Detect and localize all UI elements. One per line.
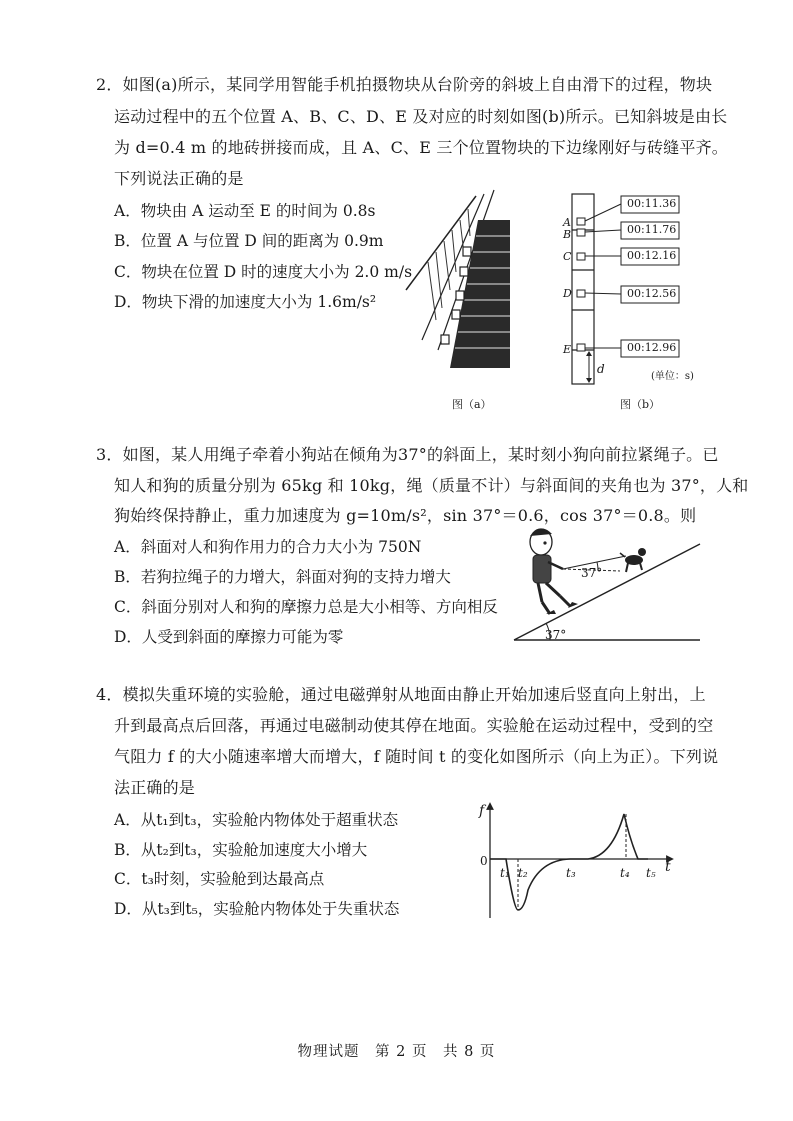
q4-graph-tick-t3: t₃	[566, 866, 576, 880]
q4-graph-y-label: f	[479, 803, 485, 819]
q2-position-d: D	[563, 287, 572, 300]
q2-figure-b-caption: 图（b）	[620, 398, 661, 411]
q4-option-d: D．从t₃到t₅，实验舱内物体处于失重状态	[114, 900, 400, 918]
q4-option-b: B．从t₂到t₃，实验舱加速度大小增大	[114, 841, 368, 859]
q3-option-b: B．若狗拉绳子的力增大，斜面对狗的支持力增大	[114, 568, 451, 586]
q2-option-d: D．物块下滑的加速度大小为 1.6m/s²	[114, 293, 377, 311]
q4-graph-tick-t4: t₄	[620, 866, 630, 880]
q2-time-c: 00:12.16	[627, 249, 677, 262]
q2-stem-line-2: 运动过程中的五个位置 A、B、C、D、E 及对应的时刻如图(b)所示。已知斜坡是由长	[114, 107, 728, 126]
q2-d-label: d	[597, 362, 605, 376]
q4-stem-line-3: 气阻力 f 的大小随速率增大而增大，f 随时间 t 的变化如图所示（向上为正）。下列说	[114, 747, 719, 766]
q3-slope-angle-label: 37°	[545, 628, 567, 642]
q3-stem-line-3: 狗始终保持静止，重力加速度为 g=10m/s²，sin 37°＝0.6，cos 37°＝0.8。则	[114, 506, 697, 525]
q4-graph-origin: 0	[480, 854, 488, 868]
q3-stem-line-1: 3．如图，某人用绳子牵着小狗站在倾角为37°的斜面上，某时刻小狗向前拉紧绳子。已	[96, 445, 719, 464]
q2-figure-a-caption: 图（a）	[452, 398, 492, 411]
q4-option-c: C．t₃时刻，实验舱到达最高点	[114, 870, 325, 888]
q3-stem-line-2: 知人和狗的质量分别为 65kg 和 10kg，绳（质量不计）与斜面间的夹角也为 37°，人和	[114, 476, 749, 495]
q4-stem-line-1: 4．模拟失重环境的实验舱，通过电磁弹射从地面由静止开始加速后竖直向上射出，上	[96, 685, 706, 704]
q3-option-c: C．斜面分别对人和狗的摩擦力总是大小相等、方向相反	[114, 598, 498, 616]
q2-position-b: B	[563, 228, 572, 241]
q4-stem-line-2: 升到最高点后回落，再通过电磁制动使其停在地面。实验舱在运动过程中，受到的空	[114, 716, 714, 735]
q2-time-e: 00:12.96	[627, 341, 677, 354]
q2-option-a: A．物块由 A 运动至 E 的时间为 0.8s	[114, 202, 376, 220]
page-footer: 物理试题 第 2 页 共 8 页	[297, 1044, 496, 1060]
q2-stem-line-1: 2．如图(a)所示，某同学用智能手机拍摄物块从台阶旁的斜坡上自由滑下的过程，物块	[96, 75, 713, 94]
q3-option-a: A．斜面对人和狗作用力的合力大小为 750N	[114, 538, 422, 556]
q2-position-a: A	[563, 216, 571, 229]
q2-unit-label: (单位：s)	[651, 371, 694, 382]
q2-time-b: 00:11.76	[627, 223, 677, 236]
q2-option-c: C．物块在位置 D 时的速度大小为 2.0 m/s	[114, 263, 413, 281]
q2-stem-line-4: 下列说法正确的是	[114, 169, 244, 188]
q3-figure-incline	[508, 522, 708, 647]
q4-graph-tick-t2: t₂	[518, 866, 528, 880]
q2-time-d: 00:12.56	[627, 287, 677, 300]
q2-position-c: C	[563, 250, 572, 263]
q4-graph-tick-t5: t₅	[646, 866, 656, 880]
q4-option-a: A．从t₁到t₃，实验舱内物体处于超重状态	[114, 811, 399, 829]
q4-graph-x-label: t	[665, 859, 671, 875]
q2-option-b: B．位置 A 与位置 D 间的距离为 0.9m	[114, 232, 384, 250]
q2-figure-a	[398, 180, 528, 370]
q2-stem-line-3: 为 d=0.4 m 的地砖拼接而成，且 A、C、E 三个位置物块的下边缘刚好与砖缝平齐。	[114, 138, 728, 157]
q2-position-e: E	[563, 343, 572, 356]
q3-rope-angle-label: 37°	[581, 566, 603, 580]
q2-time-a: 00:11.36	[627, 197, 677, 210]
q4-stem-line-4: 法正确的是	[114, 778, 196, 797]
q4-graph-tick-t1: t₁	[500, 866, 510, 880]
q3-option-d: D．人受到斜面的摩擦力可能为零	[114, 628, 344, 646]
